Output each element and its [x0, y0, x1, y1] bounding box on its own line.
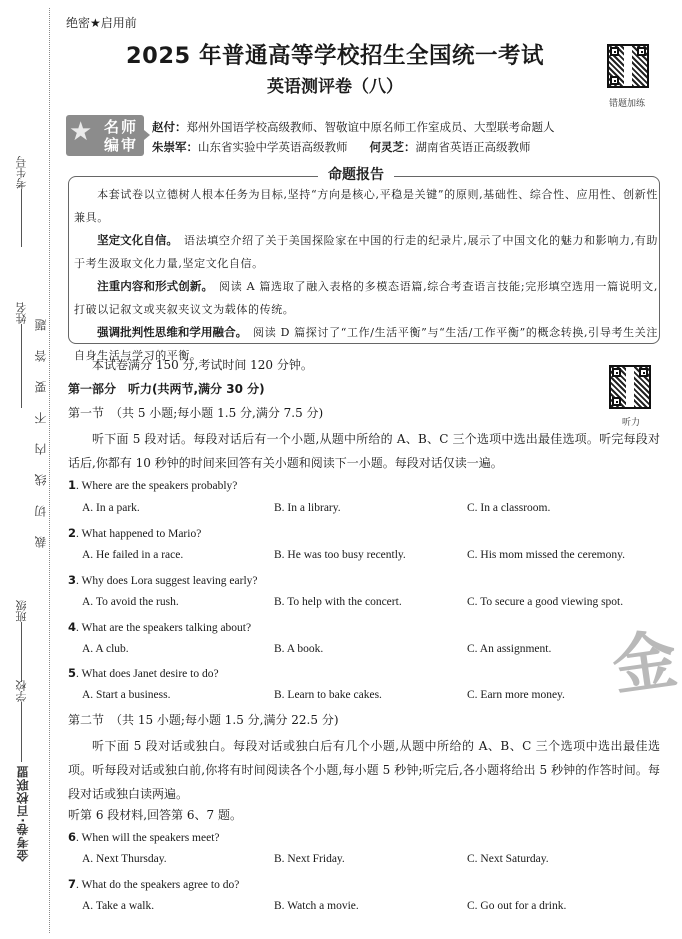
question-text: . Where are the speakers probably?	[76, 480, 238, 492]
report-point-text: 语法填空介绍了关于美国探险家在中国的行走的纪录片,展示了中国文化的魅力和影响力,有助于考生汲取文化力量,坚定文化自信。	[74, 234, 658, 270]
report-point	[74, 275, 658, 321]
exam-info: 本试卷满分 150 分,考试时间 120 分钟。	[92, 358, 313, 372]
question-6	[68, 830, 220, 844]
cut-notice: 裁切线内不要答题	[34, 300, 48, 548]
option-b[interactable]: B. A book.	[274, 643, 324, 655]
report-point-text: 阅读 D 篇探讨了“工作/生活平衡”与“生活/工作平衡”的概念转换,引导考生关注自身生活与学习的平衡。	[74, 326, 658, 362]
editor-desc: 山东省实验中学英语高级教师	[198, 140, 348, 154]
option-a[interactable]: A. In a park.	[82, 502, 140, 514]
question-text: . What does Janet desire to do?	[76, 668, 219, 680]
editor-list	[152, 117, 555, 157]
report-point-text: 阅读 A 篇选取了融入表格的多模态语篇,综合考查语言技能;完形填空选用一篇说明文,打破以记叙文或夹叙夹议文为载体的传统。	[74, 280, 658, 316]
option-a[interactable]: A. He failed in a race.	[82, 549, 184, 561]
editor-name: 朱崇军：	[152, 140, 198, 154]
class-label: 班级	[15, 600, 28, 622]
question-number: 1	[68, 478, 77, 492]
editor-badge	[66, 115, 144, 156]
options-3	[82, 596, 672, 616]
question-number: 6	[68, 830, 77, 844]
option-c[interactable]: C. His mom missed the ceremony.	[467, 549, 625, 561]
school-label: 学校	[15, 680, 28, 702]
option-b[interactable]: B. He was too busy recently.	[274, 549, 406, 561]
option-b[interactable]: B. In a library.	[274, 502, 341, 514]
material-6-prompt: 听第 6 段材料,回答第 6、7 题。	[68, 808, 242, 822]
editor-desc: 湖南省英语正高级教师	[415, 140, 531, 154]
report-intro: 本套试卷以立德树人根本任务为目标,坚持“方向是核心,平稳是关键”的原则,基础性、综合性、应用性、创新性兼具。	[74, 188, 658, 224]
question-3	[68, 573, 258, 587]
question-7	[68, 877, 239, 891]
secret-mark: 绝密★启用前	[66, 16, 137, 30]
editor-item	[152, 137, 555, 157]
options-6	[82, 853, 672, 873]
options-4	[82, 643, 672, 663]
badge-line1: 名师	[104, 118, 139, 136]
report-point-heading: 坚定文化自信。	[97, 233, 178, 247]
question-1	[68, 478, 237, 492]
qr-code-icon[interactable]	[607, 44, 649, 88]
badge-line2: 编审	[104, 136, 139, 154]
question-5	[68, 666, 219, 680]
question-text: . When will the speakers meet?	[76, 832, 220, 844]
section2-title: 第二节 （共 15 小题;每小题 1.5 分,满分 22.5 分)	[68, 713, 339, 727]
listening-qr-caption: 听力	[622, 418, 641, 428]
instructions-text: 听下面 5 段对话。每段对话后有一个小题,从题中所给的 A、B、C 三个选项中选出最佳选项。听完每段对话后,你都有 10 秒钟的时间来回答有关小题和阅读下一小题。每段对话仅读一遍。	[68, 432, 660, 470]
option-a[interactable]: A. Start a business.	[82, 689, 171, 701]
part1-title: 第一部分 听力(共两节,满分 30 分)	[68, 382, 265, 396]
option-a[interactable]: A. Next Thursday.	[82, 853, 167, 865]
question-text: . What do the speakers agree to do?	[76, 879, 240, 891]
section2-instructions	[68, 734, 660, 806]
question-number: 7	[68, 877, 77, 891]
options-7	[82, 900, 672, 920]
option-b[interactable]: B. Next Friday.	[274, 853, 345, 865]
star-mascot-icon: ★	[69, 117, 93, 147]
report-point-heading: 强调批判性思维和学用融合。	[97, 325, 248, 339]
option-a[interactable]: A. To avoid the rush.	[82, 596, 179, 608]
name-label: 姓名	[15, 302, 28, 324]
report-body	[74, 184, 658, 367]
option-b[interactable]: B. Watch a movie.	[274, 900, 359, 912]
options-1	[82, 502, 672, 522]
option-c[interactable]: C. An assignment.	[467, 643, 552, 655]
editor-name: 何灵芝：	[369, 140, 416, 154]
options-2	[82, 549, 672, 569]
option-b[interactable]: B. Learn to bake cakes.	[274, 689, 382, 701]
question-text: . What are the speakers talking about?	[76, 622, 252, 634]
question-number: 4	[68, 620, 77, 634]
option-c[interactable]: C. Go out for a drink.	[467, 900, 567, 912]
section1-title: 第一节 （共 5 小题;每小题 1.5 分,满分 7.5 分)	[68, 406, 324, 420]
question-number: 5	[68, 666, 77, 680]
option-c[interactable]: C. In a classroom.	[467, 502, 551, 514]
brand-watermark: 金	[607, 621, 682, 706]
question-number: 3	[68, 573, 77, 587]
editor-desc: 郑州外国语学校高级教师、智敬谊中原名师工作室成员、大型联考命题人	[186, 120, 555, 134]
page-subtitle: 英语测评卷（八）	[267, 77, 403, 97]
editor-name: 赵付：	[152, 120, 187, 134]
option-a[interactable]: A. A club.	[82, 643, 129, 655]
school-field	[14, 680, 30, 764]
question-number: 2	[68, 526, 77, 540]
listening-qr-icon[interactable]	[609, 365, 651, 409]
question-2	[68, 526, 201, 540]
report-point	[74, 229, 658, 275]
class-field	[14, 600, 30, 684]
brand-mark: 金考卷·百校联盟	[16, 765, 30, 862]
options-5	[82, 689, 672, 709]
option-a[interactable]: A. Take a walk.	[82, 900, 155, 912]
question-4	[68, 620, 251, 634]
option-c[interactable]: C. Next Saturday.	[467, 853, 549, 865]
option-b[interactable]: B. To help with the concert.	[274, 596, 402, 608]
report-title: 命题报告	[318, 164, 394, 184]
question-text: . What happened to Mario?	[76, 528, 202, 540]
page-title: 2025 年普通高等学校招生全国统一考试	[126, 43, 544, 69]
exam-number-label: 考生号	[15, 156, 28, 189]
cut-line	[49, 8, 50, 933]
question-text: . Why does Lora suggest leaving early?	[76, 575, 258, 587]
option-c[interactable]: C. Earn more money.	[467, 689, 565, 701]
option-c[interactable]: C. To secure a good viewing spot.	[467, 596, 624, 608]
editor-item	[152, 117, 555, 137]
instructions-text: 听下面 5 段对话或独白。每段对话或独白后有几个小题,从题中所给的 A、B、C 三个选项中选出最佳选项。听每段对话或独白前,你将有时间阅读各个小题,每小题 5 秒钟;听完后,各小题将给出 5 秒钟的作答时间。每段对话或独白读两遍。	[68, 739, 660, 801]
section1-instructions	[68, 427, 660, 475]
name-field	[14, 302, 30, 410]
qr-caption: 错题加练	[609, 99, 646, 109]
exam-number-field	[14, 156, 30, 249]
report-point-heading: 注重内容和形式创新。	[97, 279, 214, 293]
